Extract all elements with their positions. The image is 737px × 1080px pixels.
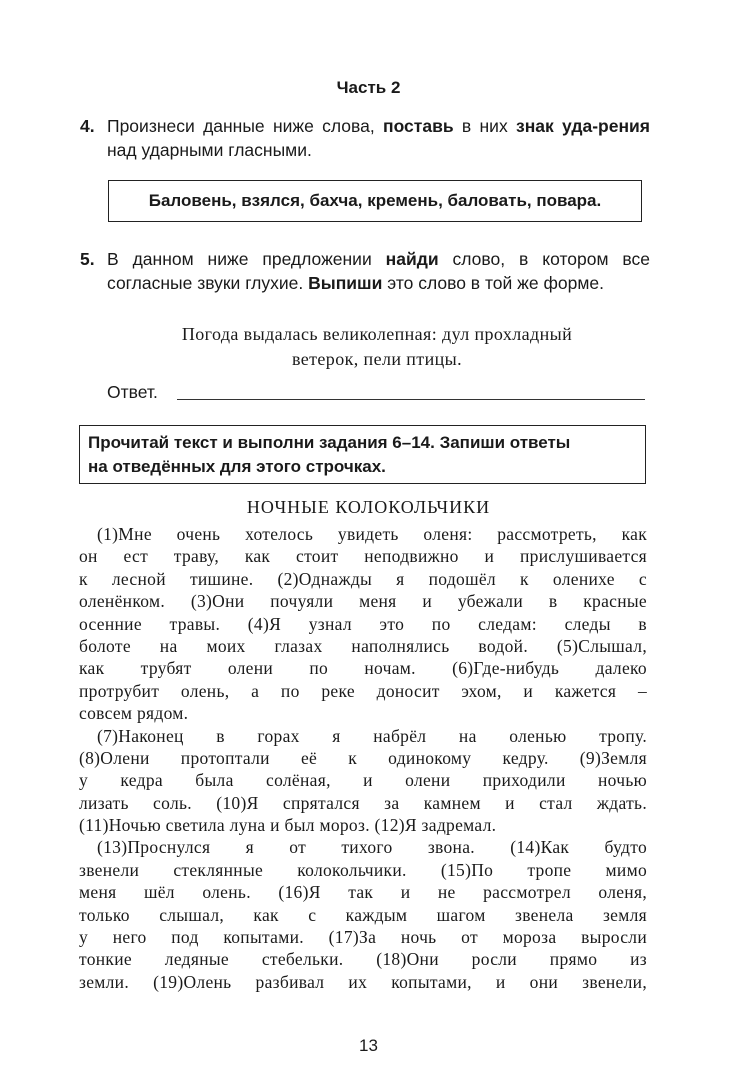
task-5-text: В данном ниже предложении найди слово, в котором все согласные звуки глухие. Выпиши это слово в той же форме. bbox=[107, 249, 650, 293]
story-line: (8)Олени протоптали её к одинокому кедру. (9)Земля bbox=[79, 747, 647, 768]
story-line: (7)Наконец в горах я набрёл на оленью тропу. bbox=[97, 725, 647, 746]
story-line: меня шёл олень. (16)Я так и не рассмотрел оленя, bbox=[79, 882, 647, 903]
story-line: оленёнком. (3)Они почуяли меня и убежали в красные bbox=[79, 591, 647, 612]
answer-label: Ответ. bbox=[107, 382, 158, 402]
story-line: только слышал, как с каждым шагом звенела земля bbox=[79, 904, 647, 925]
story-line: тонкие ледяные стебельки. (18)Они росли прямо из bbox=[79, 949, 647, 970]
story-line: лизать соль. (10)Я спрятался за камнем и стал ждать. bbox=[79, 792, 647, 813]
story-title: НОЧНЫЕ КОЛОКОЛЬЧИКИ bbox=[246, 497, 491, 517]
story-line: болоте на моих глазах наполнялись водой. (5)Слышал, bbox=[79, 635, 647, 656]
task-4 bbox=[80, 114, 650, 162]
task-5-sentence: Погода выдалась великолепная: дул прохладный ветерок, пели птицы. bbox=[181, 324, 573, 369]
story-line: к лесной тишине. (2)Однажды я подошёл к оленихе с bbox=[79, 568, 647, 589]
task-4-number: 4. bbox=[80, 116, 95, 136]
part-title: Часть 2 bbox=[336, 78, 401, 97]
page-number: 13 bbox=[359, 1036, 378, 1055]
task-5 bbox=[80, 247, 650, 295]
story-line: осенние травы. (4)Я узнал это по следам: следы в bbox=[79, 613, 647, 634]
story-line: звенели стеклянные колокольчики. (15)По тропе мимо bbox=[79, 859, 647, 880]
instruction-box: Прочитай текст и выполни задания 6–14. Запиши ответы на отведённых для этого строчках. bbox=[79, 425, 646, 484]
story-text bbox=[79, 523, 647, 993]
story-line: (11)Ночью светила луна и был мороз. (12)Я задремал. bbox=[79, 815, 497, 836]
task-5-number: 5. bbox=[80, 249, 95, 269]
story-line: как трубят олени по ночам. (6)Где-нибудь далеко bbox=[79, 658, 647, 679]
task-4-words-box: Баловень, взялся, бахча, кремень, баловать, повара. bbox=[108, 180, 642, 222]
story-line: земли. (19)Олень разбивал их копытами, и они звенели, bbox=[79, 971, 647, 992]
answer-line[interactable] bbox=[177, 399, 645, 400]
answer-row bbox=[107, 382, 647, 403]
story-line: (13)Проснулся я от тихого звона. (14)Как будто bbox=[97, 837, 647, 858]
story-line: у кедра была солёная, и олени приходили ночью bbox=[79, 770, 647, 791]
story-line: протрубит олень, а по реке доносит эхом, и кажется – bbox=[79, 680, 647, 701]
story-line: он ест траву, как стоит неподвижно и прислушивается bbox=[79, 546, 647, 567]
task-4-text: Произнеси данные ниже слова, поставь в них знак уда-рения над ударными гласными. bbox=[107, 116, 650, 160]
story-line: у него под копытами. (17)За ночь от мороза выросли bbox=[79, 927, 647, 948]
story-line: совсем рядом. bbox=[79, 703, 189, 724]
story-line: (1)Мне очень хотелось увидеть оленя: рассмотреть, как bbox=[97, 524, 647, 544]
